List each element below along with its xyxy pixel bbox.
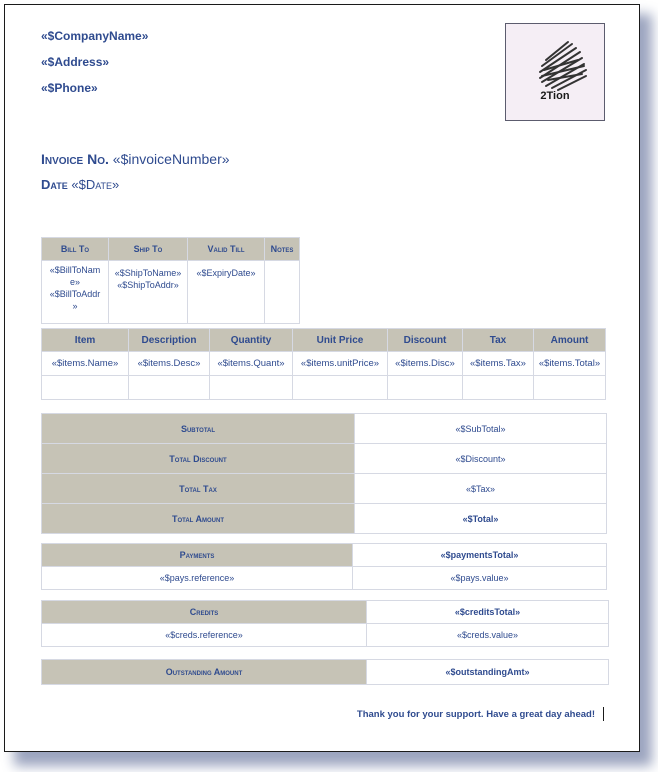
subtotal-label: Subtotal bbox=[42, 414, 355, 444]
notes-header: Notes bbox=[265, 238, 300, 261]
credit-reference-cell: «$creds.reference» bbox=[42, 624, 367, 647]
item-discount-cell: «$items.Disc» bbox=[388, 352, 463, 376]
ship-to-name: «$ShipToName» bbox=[114, 268, 182, 278]
total-discount-label: Total Discount bbox=[42, 444, 355, 474]
bill-to-addr-part1: «$BillToAddr bbox=[49, 289, 101, 299]
col-quantity: Quantity bbox=[210, 329, 293, 352]
notes-cell bbox=[265, 261, 300, 324]
company-address: «$Address» bbox=[41, 55, 110, 69]
item-amount-cell: «$items.Total» bbox=[534, 352, 606, 376]
item-name-cell: «$items.Name» bbox=[42, 352, 129, 376]
payments-label: Payments bbox=[42, 544, 353, 567]
logo-text: 2Tion bbox=[540, 90, 570, 102]
company-name: «$CompanyName» bbox=[41, 29, 149, 43]
total-amount-label: Total Amount bbox=[42, 504, 355, 534]
company-phone: «$Phone» bbox=[41, 81, 98, 95]
text-cursor bbox=[603, 707, 604, 721]
col-description: Description bbox=[129, 329, 210, 352]
ship-to-cell bbox=[109, 261, 188, 324]
invoice-number-value: «$invoiceNumber» bbox=[112, 151, 230, 167]
col-tax: Tax bbox=[463, 329, 534, 352]
company-logo bbox=[505, 23, 605, 121]
total-discount-value: «$Discount» bbox=[355, 444, 607, 474]
credits-label: Credits bbox=[42, 601, 367, 624]
subtotal-value: «$SubTotal» bbox=[355, 414, 607, 444]
bill-to-cell bbox=[42, 261, 109, 324]
bill-to-name-part1: «$BillToNam bbox=[49, 265, 101, 275]
bill-ship-table bbox=[41, 237, 300, 324]
thank-you-note: Thank you for your support. Have a great day ahead! bbox=[356, 709, 595, 720]
col-discount: Discount bbox=[388, 329, 463, 352]
col-item: Item bbox=[42, 329, 129, 352]
item-desc-cell: «$items.Desc» bbox=[129, 352, 210, 376]
bill-to-name-part2: e» bbox=[69, 277, 80, 287]
payment-value-cell: «$pays.value» bbox=[353, 567, 607, 590]
credit-value-cell: «$creds.value» bbox=[367, 624, 609, 647]
invoice-date-value: «$Date» bbox=[71, 177, 120, 192]
valid-till-header: Valid Till bbox=[188, 238, 265, 261]
invoice-number-line bbox=[41, 151, 230, 167]
credits-table bbox=[41, 600, 609, 647]
total-amount-value: «$Total» bbox=[355, 504, 607, 534]
totals-table bbox=[41, 413, 607, 534]
total-tax-value: «$Tax» bbox=[355, 474, 607, 504]
payment-reference-cell: «$pays.reference» bbox=[42, 567, 353, 590]
credits-total: «$creditsTotal» bbox=[367, 601, 609, 624]
table-row bbox=[42, 376, 606, 400]
valid-till-cell: «$ExpiryDate» bbox=[188, 261, 265, 324]
invoice-date-line bbox=[41, 177, 119, 192]
outstanding-table bbox=[41, 659, 609, 685]
ship-to-addr: «$ShipToAddr» bbox=[117, 280, 179, 290]
item-quantity-cell: «$items.Quant» bbox=[210, 352, 293, 376]
col-amount: Amount bbox=[534, 329, 606, 352]
invoice-page bbox=[4, 4, 640, 752]
item-tax-cell: «$items.Tax» bbox=[463, 352, 534, 376]
invoice-date-label: Date bbox=[41, 177, 68, 192]
bill-to-addr-part2: » bbox=[72, 301, 78, 311]
items-table bbox=[41, 328, 606, 400]
outstanding-value: «$outstandingAmt» bbox=[367, 660, 609, 685]
table-row bbox=[42, 352, 606, 376]
col-unit-price: Unit Price bbox=[293, 329, 388, 352]
item-unit-price-cell: «$items.unitPrice» bbox=[293, 352, 388, 376]
payments-table bbox=[41, 543, 607, 590]
payments-total: «$paymentsTotal» bbox=[353, 544, 607, 567]
total-tax-label: Total Tax bbox=[42, 474, 355, 504]
invoice-number-label: Invoice No. bbox=[41, 151, 109, 167]
bill-to-header: Bill To bbox=[42, 238, 109, 261]
ship-to-header: Ship To bbox=[109, 238, 188, 261]
outstanding-label: Outstanding Amount bbox=[42, 660, 367, 685]
